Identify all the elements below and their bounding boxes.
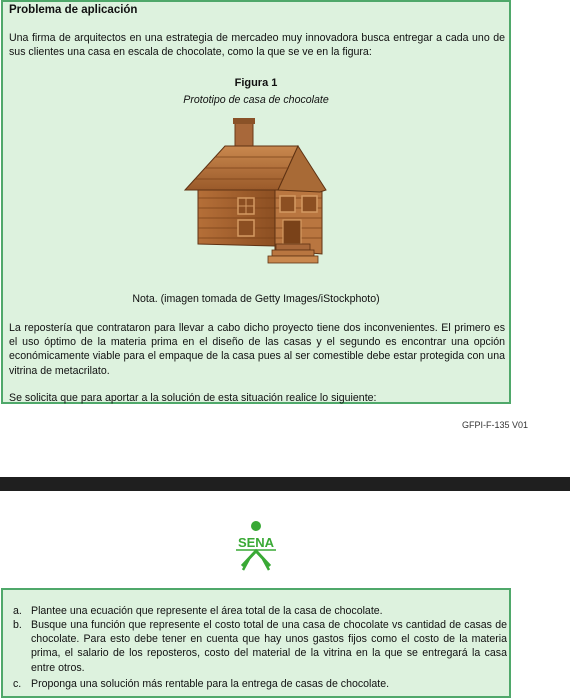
svg-text:SENA: SENA bbox=[237, 535, 275, 550]
task-item bbox=[11, 677, 507, 691]
sena-logo bbox=[226, 520, 286, 580]
image-note: Nota. (imagen tomada de Getty Images/iStockphoto) bbox=[132, 293, 380, 305]
chocolate-house-image bbox=[180, 116, 330, 276]
intro-paragraph: Una firma de arquitectos en una estrategia de mercadeo muy innovadora busca entregar a cada uno de sus clientes una casa en escala de chocolate, como la que se ve en la figura: bbox=[9, 32, 505, 59]
task-text: Plantee una ecuación que represente el área total de la casa de chocolate. bbox=[31, 605, 383, 618]
instruction-text: Se solicita que para aportar a la solución de esta situación realice lo siguiente: bbox=[9, 392, 377, 404]
task-label: c. bbox=[13, 678, 22, 690]
task-label: a. bbox=[13, 605, 22, 617]
figure-caption: Prototipo de casa de chocolate bbox=[183, 94, 329, 106]
page-separator bbox=[0, 477, 570, 491]
task-item bbox=[11, 618, 507, 675]
task-text: Busque una función que represente el costo total de una casa de chocolate vs cantidad de casas de chocolate. Para esto debe tener en cuenta que hay unos gastos fijos como el costo de la materia prima, el salario de los reposteros, costo del material de la vitrina en la que se entregará la casa entre otros. bbox=[31, 619, 507, 674]
problem-box bbox=[1, 0, 511, 404]
task-label: b. bbox=[13, 619, 22, 631]
task-text: Proponga una solución más rentable para la entrega de casas de chocolate. bbox=[31, 678, 390, 691]
document-code: GFPI-F-135 V01 bbox=[461, 420, 528, 430]
task-item bbox=[11, 604, 507, 618]
tasks-box bbox=[1, 588, 511, 698]
figure-label: Figura 1 bbox=[234, 77, 278, 89]
problem-title: Problema de aplicación bbox=[9, 4, 138, 16]
inconvenientes-paragraph: La repostería que contrataron para llevar a cabo dicho proyecto tiene dos inconvenientes. El primero es el uso óptimo de la materia prima en el diseño de las casas y el segundo es encontrar una opción económicamente viable para el empaque de la casa pues al ser comestible debe estar protegida con una vitrina de metacrilato. bbox=[9, 322, 505, 377]
